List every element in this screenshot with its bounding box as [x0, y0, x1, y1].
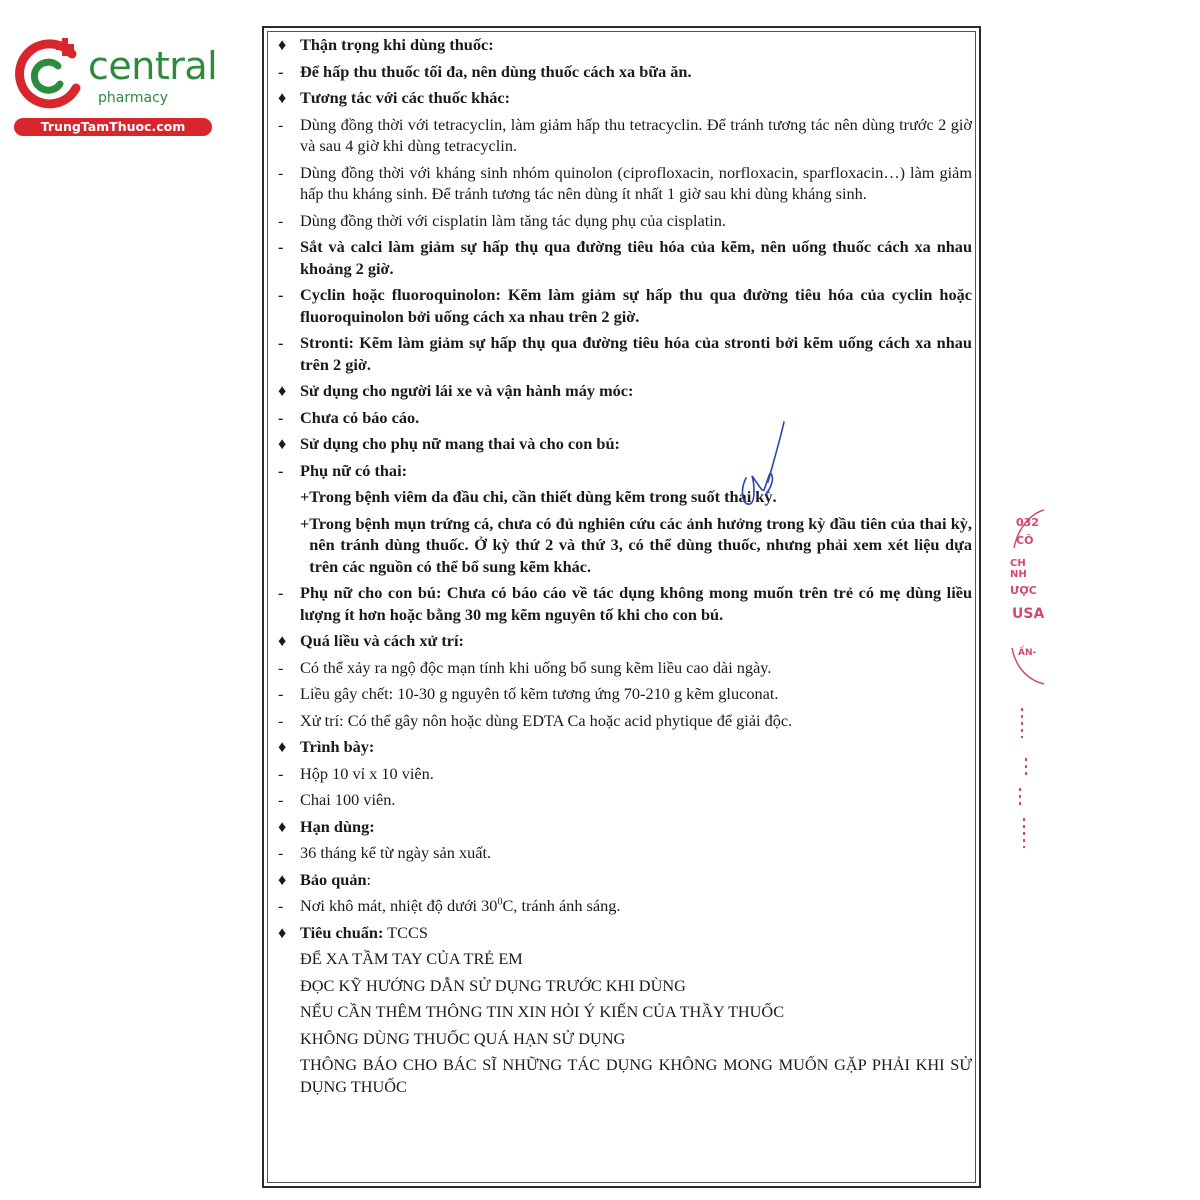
- logo-url[interactable]: TrungTamThuoc.com: [14, 118, 212, 136]
- stamp-line: USA: [1012, 606, 1044, 622]
- signature-icon: [738, 420, 788, 510]
- list-item-text: Stronti: Kẽm làm giảm sự hấp thụ qua đường tiêu hóa của stronti bởi kẽm uống cách xa nhau trên 2 giờ.: [300, 333, 972, 374]
- list-item-text: Phụ nữ có thai:: [300, 460, 408, 480]
- diamond-bullet-icon: ♦: [278, 869, 287, 889]
- list-item: [278, 210, 972, 232]
- dash-bullet-icon: -: [278, 333, 284, 352]
- list-item-text: Cyclin hoặc fluoroquinolon: Kẽm làm giảm sự hấp thu qua đường tiêu hóa của cyclin hoặc fluoroquinolon bởi uống cách xa nhau trên 2 giờ.: [300, 285, 972, 326]
- section-heading: [278, 922, 972, 944]
- list-item: [278, 236, 972, 279]
- diamond-bullet-icon: ♦: [278, 922, 287, 942]
- logo-name: central: [88, 44, 218, 88]
- leaflet-content: [278, 34, 972, 1097]
- diamond-bullet-icon: ♦: [278, 381, 287, 400]
- title-colon: :: [366, 869, 372, 889]
- list-item: [278, 407, 972, 429]
- dash-bullet-icon: -: [278, 162, 284, 182]
- section-heading: [278, 87, 972, 109]
- dash-bullet-icon: -: [278, 285, 284, 304]
- list-item-text: Liều gây chết: 10-30 g nguyên tố kẽm tương ứng 70-210 g kẽm gluconat.: [300, 684, 779, 703]
- list-item: [278, 332, 972, 375]
- diamond-bullet-icon: ♦: [278, 35, 287, 54]
- dash-bullet-icon: -: [278, 61, 284, 81]
- section-title: Sử dụng cho người lái xe và vận hành máy móc:: [300, 381, 634, 400]
- list-item-text: Nơi khô mát, nhiệt độ dưới $30^0C$, tránh ánh sáng.: [300, 896, 621, 915]
- stamp-line: CH NH: [1010, 558, 1027, 580]
- section-title: Sử dụng cho phụ nữ mang thai và cho con bú:: [300, 434, 620, 453]
- list-item-text: Trong bệnh viêm da đầu chi, cần thiết dùng kẽm trong suốt thai kỳ.: [309, 487, 777, 506]
- central-pharmacy-logo[interactable]: [10, 36, 218, 136]
- dash-bullet-icon: -: [278, 763, 284, 783]
- warning-line: ĐỌC KỸ HƯỚNG DẪN SỬ DỤNG TRƯỚC KHI DÙNG: [300, 975, 686, 995]
- diamond-bullet-icon: ♦: [278, 434, 287, 453]
- dash-bullet-icon: -: [278, 657, 284, 677]
- list-item-text: Xử trí: Có thể gây nôn hoặc dùng EDTA Ca hoặc acid phytique để giải độc.: [300, 710, 793, 730]
- dash-bullet-icon: -: [278, 210, 284, 230]
- section-heading: [278, 869, 972, 891]
- list-item: [278, 486, 972, 508]
- dash-bullet-icon: -: [278, 114, 284, 134]
- list-item: [278, 763, 972, 785]
- list-item-text: Sắt và calci làm giảm sự hấp thụ qua đường tiêu hóa của kẽm, nên uống thuốc cách xa nhau khoảng 2 giờ.: [300, 237, 972, 278]
- list-item: [278, 61, 972, 83]
- pharmacy-cross-logo-icon: [10, 36, 88, 114]
- section-heading: [278, 34, 972, 56]
- list-item: [278, 710, 972, 732]
- dash-bullet-icon: -: [278, 684, 284, 703]
- list-item: [278, 789, 972, 811]
- section-title: Bảo quản: [300, 869, 367, 889]
- logo-subtitle: pharmacy: [98, 90, 169, 106]
- section-heading: [278, 380, 972, 402]
- section-title: Hạn dùng:: [300, 816, 375, 836]
- section-title: Tương tác với các thuốc khác:: [300, 88, 511, 107]
- dash-bullet-icon: -: [278, 843, 284, 862]
- plus-bullet-icon: +: [300, 513, 310, 533]
- section-title: Thận trọng khi dùng thuốc:: [300, 35, 494, 54]
- plus-bullet-icon: +: [300, 487, 310, 506]
- list-item: [278, 460, 972, 482]
- dash-bullet-icon: -: [278, 583, 284, 602]
- stamp-line: 032: [1016, 516, 1039, 529]
- standard-value: TCCS: [383, 922, 428, 942]
- stamp-line: ƯỢC: [1010, 584, 1037, 597]
- list-item: [278, 114, 972, 157]
- list-item: [278, 683, 972, 705]
- list-item: [278, 842, 972, 864]
- list-item: [278, 513, 972, 578]
- list-item-text: Phụ nữ cho con bú: Chưa có báo cáo về tác dụng không mong muốn trên trẻ có mẹ dùng liều lượng ít hơn hoặc bằng 30 mg kẽm nguyên tố khi cho con bú.: [300, 583, 972, 624]
- diamond-bullet-icon: ♦: [278, 737, 287, 756]
- section-title: Tiêu chuẩn:: [300, 922, 384, 942]
- list-item-text: Dùng đồng thời với kháng sinh nhóm quinolon (ciprofloxacin, norfloxacin, sparfloxacin…) làm giảm hấp thu kháng sinh. Để tránh tương tác nên dùng ít nhất 1 giờ sau khi dùng kháng sinh.: [300, 162, 972, 203]
- diamond-bullet-icon: ♦: [278, 631, 287, 650]
- dash-bullet-icon: -: [278, 407, 284, 427]
- list-item-text: Có thể xảy ra ngộ độc mạn tính khi uống bổ sung kẽm liều cao dài ngày.: [300, 657, 772, 677]
- section-heading: [278, 816, 972, 838]
- diamond-bullet-icon: ♦: [278, 816, 287, 836]
- list-item-text: Dùng đồng thời với cisplatin làm tăng tác dụng phụ của cisplatin.: [300, 210, 726, 230]
- section-heading: [278, 630, 972, 652]
- dash-bullet-icon: -: [278, 896, 284, 915]
- warning-line: KHÔNG DÙNG THUỐC QUÁ HẠN SỬ DỤNG: [300, 1028, 626, 1048]
- diamond-bullet-icon: ♦: [278, 88, 287, 107]
- list-item-text: Dùng đồng thời với tetracyclin, làm giảm hấp thu tetracyclin. Để tránh tương tác nên dùng trước 2 giờ và sau 4 giờ khi dùng tetracyclin.: [300, 114, 972, 155]
- dash-bullet-icon: -: [278, 460, 284, 480]
- company-stamp: [1008, 508, 1044, 858]
- section-heading: [278, 736, 972, 758]
- warning-line: THÔNG BÁO CHO BÁC SĨ NHỮNG TÁC DỤNG KHÔNG MONG MUỐN GẶP PHẢI KHI SỬ DỤNG THUỐC: [300, 1055, 972, 1096]
- list-item: [278, 582, 972, 625]
- dash-bullet-icon: -: [278, 790, 284, 809]
- stamp-line: CÔ: [1016, 534, 1034, 547]
- list-item-text: Hộp 10 vỉ x 10 viên.: [300, 763, 434, 783]
- dash-bullet-icon: -: [278, 237, 284, 256]
- list-item-text: 36 tháng kể từ ngày sản xuất.: [300, 843, 492, 862]
- list-item-text: Để hấp thu thuốc tối đa, nên dùng thuốc cách xa bữa ăn.: [300, 61, 692, 81]
- list-item: [278, 657, 972, 679]
- section-heading: [278, 433, 972, 455]
- list-item-text: Trong bệnh mụn trứng cá, chưa có đủ nghiên cứu các ảnh hưởng trong kỳ đầu tiên của thai kỳ, nên tránh dùng thuốc. Ở kỳ thứ 2 và thứ 3, có thể dùng thuốc, nhưng phải xem xét liệu dựa trên các nguồn có thể bổ sung kẽm khác.: [309, 513, 972, 576]
- section-title: Quá liều và cách xử trí:: [300, 631, 464, 650]
- list-item-text: Chai 100 viên.: [300, 790, 396, 809]
- list-item: [278, 895, 972, 917]
- list-item-text: Chưa có báo cáo.: [300, 407, 420, 427]
- section-title: Trình bày:: [300, 737, 375, 756]
- warning-line: NẾU CẦN THÊM THÔNG TIN XIN HỎI Ý KIẾN CỦA THẦY THUỐC: [300, 1002, 785, 1021]
- dash-bullet-icon: -: [278, 710, 284, 730]
- list-item: [278, 284, 972, 327]
- leaflet-page: [262, 26, 981, 1188]
- stamp-line: ẤN-: [1018, 648, 1037, 658]
- list-item: [278, 162, 972, 205]
- warning-line: ĐỂ XA TẦM TAY CỦA TRẺ EM: [300, 949, 523, 968]
